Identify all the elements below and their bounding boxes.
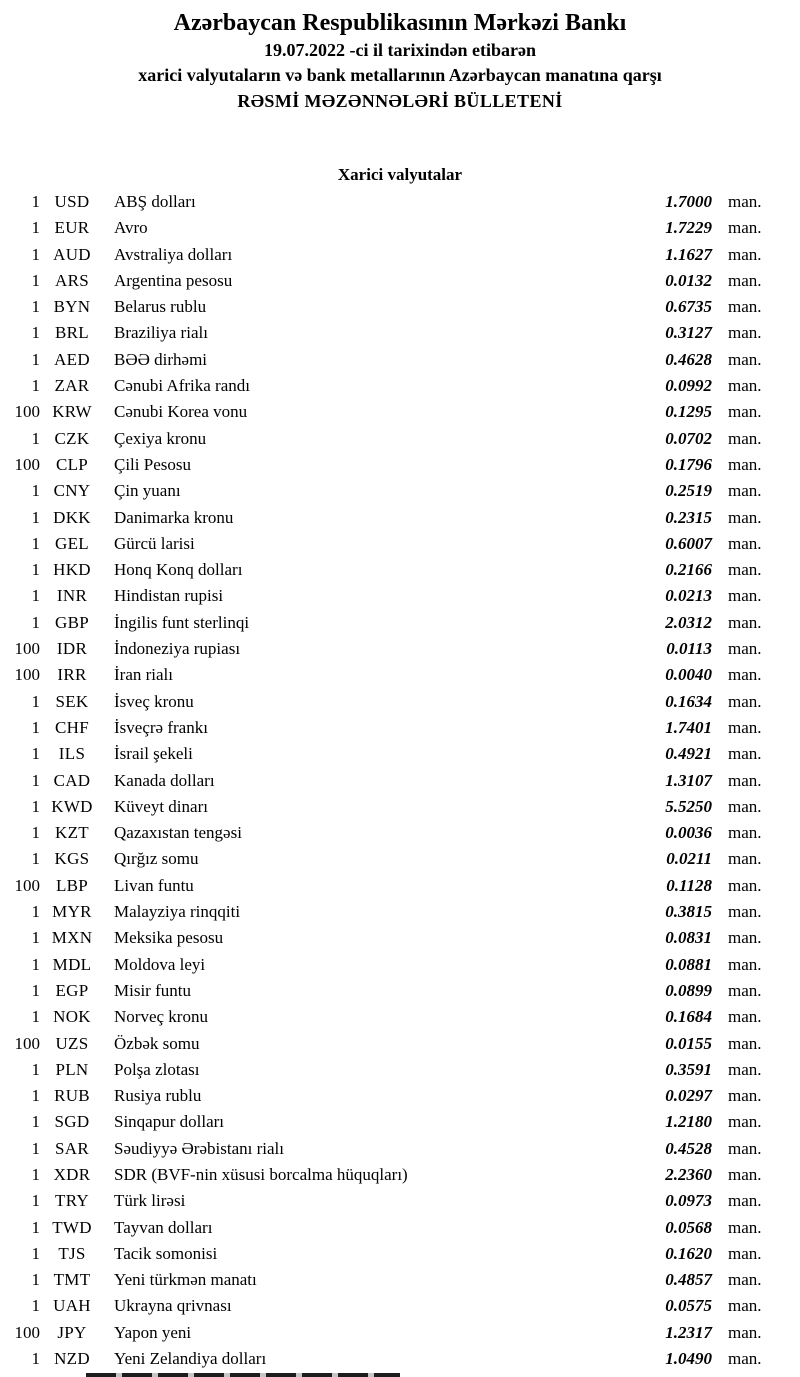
currency-name: Hindistan rupisi (114, 586, 224, 606)
rate-row (0, 715, 800, 741)
rate-row (0, 1215, 800, 1241)
currency-code: IRR (57, 665, 87, 685)
rate-row (0, 794, 800, 820)
currency-name: Özbək somu (114, 1033, 200, 1053)
currency-name: İngilis funt sterlinqi (114, 612, 250, 632)
unit-label: man. (728, 1322, 762, 1342)
unit-label: man. (728, 1086, 762, 1106)
rate-row (0, 1083, 800, 1109)
rate-row (0, 1004, 800, 1030)
currency-name: Avro (114, 218, 148, 238)
rate-row (0, 242, 800, 268)
unit-label: man. (728, 533, 762, 553)
rate-value: 0.2519 (665, 481, 712, 501)
rate-row (0, 189, 800, 215)
currency-code: KGS (54, 849, 90, 869)
rate-row (0, 215, 800, 241)
currency-name: Livan funtu (114, 875, 194, 895)
unit-label: man. (728, 612, 762, 632)
currency-name: Cənubi Korea vonu (114, 402, 248, 422)
rate-value: 1.7229 (665, 218, 712, 238)
currency-quantity: 1 (31, 507, 40, 527)
currency-code: BYN (53, 297, 91, 317)
currency-code: SEK (55, 691, 89, 711)
rate-value: 0.0113 (666, 639, 712, 659)
currency-quantity: 100 (14, 454, 40, 474)
currency-name: Polşa zlotası (114, 1059, 200, 1079)
currency-code: KWD (51, 796, 93, 816)
currency-quantity: 1 (31, 1349, 40, 1369)
currency-code: CHF (55, 717, 89, 737)
rate-value: 0.4921 (665, 744, 712, 764)
unit-label: man. (728, 639, 762, 659)
rate-value: 0.0132 (665, 270, 712, 290)
unit-label: man. (728, 218, 762, 238)
unit-label: man. (728, 1138, 762, 1158)
currency-name: Meksika pesosu (114, 928, 224, 948)
currency-quantity: 1 (31, 533, 40, 553)
unit-label: man. (728, 560, 762, 580)
rate-value: 0.0702 (665, 428, 712, 448)
currency-name: İran rialı (114, 665, 173, 685)
rate-value: 0.0155 (665, 1033, 712, 1053)
rate-value: 0.0211 (666, 849, 712, 869)
rate-value: 0.0297 (665, 1086, 712, 1106)
rate-value: 0.2166 (665, 560, 712, 580)
rate-value: 2.0312 (665, 612, 712, 632)
rate-value: 0.2315 (665, 507, 712, 527)
rate-value: 0.0831 (665, 928, 712, 948)
rate-value: 0.0992 (665, 376, 712, 396)
currency-name: Honq Konq dolları (114, 560, 243, 580)
currency-quantity: 1 (31, 560, 40, 580)
unit-label: man. (728, 1217, 762, 1237)
rate-value: 0.1796 (665, 454, 712, 474)
currency-code: IDR (56, 639, 88, 659)
currency-quantity: 1 (31, 218, 40, 238)
rate-row (0, 583, 800, 609)
rate-row (0, 1241, 800, 1267)
rate-value: 1.3107 (665, 770, 712, 790)
rate-row (0, 505, 800, 531)
currency-name: Tayvan dolları (114, 1217, 213, 1237)
currency-name: Səudiyyə Ərəbistanı rialı (114, 1138, 284, 1158)
currency-quantity: 1 (31, 1217, 40, 1237)
rate-value: 0.1620 (665, 1243, 712, 1263)
currency-name: Moldova leyi (114, 954, 206, 974)
rate-value: 0.0213 (665, 586, 712, 606)
currency-code: NZD (54, 1349, 90, 1369)
rate-value: 0.3591 (665, 1059, 712, 1079)
unit-label: man. (728, 1270, 762, 1290)
currency-name: İsveç kronu (114, 691, 194, 711)
rate-value: 1.7000 (665, 192, 712, 211)
currency-code: SGD (54, 1112, 90, 1132)
rate-row (0, 268, 800, 294)
unit-label: man. (728, 1112, 762, 1132)
rate-row (0, 478, 800, 504)
currency-name: İndoneziya rupiası (114, 639, 241, 659)
rate-value: 0.1128 (666, 875, 712, 895)
currency-quantity: 1 (31, 481, 40, 501)
unit-label: man. (728, 244, 762, 264)
unit-label: man. (728, 270, 762, 290)
currency-code: EGP (55, 980, 89, 1000)
currency-code: ILS (58, 744, 86, 764)
currency-code: LBP (55, 875, 89, 895)
rate-value: 0.0973 (665, 1191, 712, 1211)
rate-value: 1.7401 (665, 717, 712, 737)
unit-label: man. (728, 1243, 762, 1263)
unit-label: man. (728, 770, 762, 790)
currency-name: Türk lirəsi (114, 1191, 186, 1211)
scope-line: xarici valyutaların və bank metallarının Azərbaycan manatına qarşı (138, 65, 662, 85)
rate-value: 0.4628 (665, 349, 712, 369)
unit-label: man. (728, 1349, 762, 1369)
rate-value: 0.3127 (665, 323, 712, 343)
unit-label: man. (728, 297, 762, 317)
rate-row (0, 1267, 800, 1293)
currency-name: Yapon yeni (114, 1322, 192, 1342)
rate-row (0, 846, 800, 872)
currency-code: TJS (58, 1243, 86, 1263)
currency-name: Qırğız somu (114, 849, 199, 869)
rate-value: 2.2360 (665, 1164, 712, 1184)
section-title-foreign-currencies: Xarici valyutalar (337, 165, 463, 184)
currency-code: KZT (55, 823, 89, 843)
rate-value: 0.0040 (665, 665, 712, 685)
rate-row (0, 925, 800, 951)
currency-quantity: 1 (31, 1007, 40, 1027)
rate-row (0, 1293, 800, 1319)
currency-name: Rusiya rublu (114, 1086, 202, 1106)
unit-label: man. (728, 928, 762, 948)
rate-row (0, 1136, 800, 1162)
rate-value: 0.3815 (665, 902, 712, 922)
currency-quantity: 1 (31, 1270, 40, 1290)
currency-code: KRW (52, 402, 92, 422)
currency-code: RUB (54, 1086, 90, 1106)
rate-row (0, 531, 800, 557)
rates-table (0, 189, 800, 1372)
rate-value: 0.4528 (665, 1138, 712, 1158)
unit-label: man. (728, 402, 762, 422)
currency-name: Gürcü larisi (114, 533, 195, 553)
currency-quantity: 1 (31, 717, 40, 737)
unit-label: man. (728, 428, 762, 448)
unit-label: man. (728, 1164, 762, 1184)
currency-code: XDR (53, 1164, 91, 1184)
currency-name: Sinqapur dolları (114, 1112, 225, 1132)
currency-code: SAR (55, 1138, 89, 1158)
unit-label: man. (728, 454, 762, 474)
unit-label: man. (728, 665, 762, 685)
rate-value: 1.2317 (665, 1322, 712, 1342)
bulletin-header (0, 0, 800, 115)
currency-code: MXN (51, 928, 93, 948)
rate-row (0, 741, 800, 767)
currency-name: Belarus rublu (114, 297, 207, 317)
currency-name: Tacik somonisi (114, 1243, 218, 1263)
rate-value: 0.0568 (665, 1217, 712, 1237)
currency-name: İsveçrə frankı (114, 717, 208, 737)
currency-quantity: 1 (31, 1164, 40, 1184)
currency-name: Çexiya kronu (114, 428, 207, 448)
rate-row (0, 1188, 800, 1214)
unit-label: man. (728, 192, 762, 211)
currency-code: ZAR (54, 376, 90, 396)
currency-code: JPY (57, 1322, 87, 1342)
currency-quantity: 1 (31, 902, 40, 922)
currency-quantity: 1 (31, 1191, 40, 1211)
rate-row (0, 557, 800, 583)
currency-quantity: 1 (31, 586, 40, 606)
currency-name: Ukrayna qrivnası (114, 1296, 232, 1316)
unit-label: man. (728, 875, 762, 895)
currency-quantity: 1 (31, 1243, 40, 1263)
currency-name: Küveyt dinarı (114, 796, 208, 816)
currency-code: DKK (53, 507, 91, 527)
currency-quantity: 1 (31, 349, 40, 369)
currency-name: ABŞ dolları (114, 192, 196, 211)
rate-value: 0.6007 (665, 533, 712, 553)
unit-label: man. (728, 349, 762, 369)
bulletin-title-line: RƏSMİ MƏZƏNNƏLƏRİ BÜLLETENİ (237, 91, 563, 111)
unit-label: man. (728, 796, 762, 816)
currency-code: CNY (53, 481, 91, 501)
rate-row (0, 1031, 800, 1057)
currency-code: MDL (52, 954, 92, 974)
unit-label: man. (728, 1007, 762, 1027)
currency-code: BRL (55, 323, 89, 343)
currency-quantity: 1 (31, 928, 40, 948)
effective-date-line: 19.07.2022 -ci il tarixindən etibarən (264, 40, 536, 60)
unit-label: man. (728, 823, 762, 843)
rate-value: 5.5250 (665, 796, 712, 816)
rate-row (0, 1057, 800, 1083)
currency-quantity: 1 (31, 376, 40, 396)
currency-quantity: 1 (31, 770, 40, 790)
rate-row (0, 820, 800, 846)
rate-value: 0.0575 (665, 1296, 712, 1316)
rate-row (0, 768, 800, 794)
currency-code: INR (56, 586, 88, 606)
currency-quantity: 1 (31, 1112, 40, 1132)
currency-name: Yeni türkmən manatı (114, 1270, 257, 1290)
bank-name-title: Azərbaycan Respublikasının Mərkəzi Bankı (173, 10, 627, 36)
unit-label: man. (728, 954, 762, 974)
unit-label: man. (728, 1191, 762, 1211)
currency-quantity: 100 (14, 1322, 40, 1342)
rate-value: 0.6735 (665, 297, 712, 317)
currency-code: TRY (55, 1191, 89, 1211)
currency-code: UZS (55, 1033, 89, 1053)
rate-row (0, 373, 800, 399)
rate-row (0, 452, 800, 478)
rate-row (0, 347, 800, 373)
currency-quantity: 1 (31, 244, 40, 264)
currency-name: Kanada dolları (114, 770, 215, 790)
currency-code: ARS (55, 270, 89, 290)
currency-code: UAH (53, 1296, 91, 1316)
unit-label: man. (728, 849, 762, 869)
currency-name: SDR (BVF-nin xüsusi borcalma hüquqları) (114, 1164, 408, 1184)
unit-label: man. (728, 902, 762, 922)
currency-code: CZK (54, 428, 90, 448)
rate-value: 0.0881 (665, 954, 712, 974)
rate-row (0, 426, 800, 452)
rate-row (0, 294, 800, 320)
rate-row (0, 610, 800, 636)
currency-code: NOK (53, 1007, 91, 1027)
rate-row (0, 873, 800, 899)
unit-label: man. (728, 323, 762, 343)
currency-code: MYR (52, 902, 92, 922)
currency-code: USD (54, 192, 90, 211)
currency-code: GBP (55, 612, 89, 632)
rate-value: 0.0899 (665, 980, 712, 1000)
currency-quantity: 1 (31, 297, 40, 317)
currency-code: AUD (53, 244, 91, 264)
currency-code: HKD (53, 560, 91, 580)
currency-quantity: 1 (31, 823, 40, 843)
currency-code: AED (54, 349, 90, 369)
unit-label: man. (728, 980, 762, 1000)
rate-row (0, 399, 800, 425)
currency-quantity: 100 (14, 402, 40, 422)
unit-label: man. (728, 717, 762, 737)
rate-row (0, 662, 800, 688)
currency-quantity: 1 (31, 691, 40, 711)
rate-row (0, 1346, 800, 1372)
currency-quantity: 1 (31, 270, 40, 290)
currency-code: TWD (52, 1217, 92, 1237)
currency-quantity: 1 (31, 1059, 40, 1079)
currency-name: Çin yuanı (114, 481, 181, 501)
currency-quantity: 1 (31, 954, 40, 974)
unit-label: man. (728, 481, 762, 501)
unit-label: man. (728, 1059, 762, 1079)
currency-quantity: 1 (31, 796, 40, 816)
rate-row (0, 636, 800, 662)
rate-row (0, 952, 800, 978)
unit-label: man. (728, 1296, 762, 1316)
currency-quantity: 1 (31, 1086, 40, 1106)
currency-quantity: 100 (14, 875, 40, 895)
currency-quantity: 100 (14, 665, 40, 685)
rate-row (0, 1320, 800, 1346)
currency-name: Malayziya rinqqiti (114, 902, 241, 922)
rate-value: 0.1684 (665, 1007, 712, 1027)
currency-name: Argentina pesosu (114, 270, 233, 290)
rate-value: 1.0490 (665, 1349, 712, 1369)
currency-code: GEL (55, 533, 89, 553)
currency-quantity: 1 (31, 744, 40, 764)
cutoff-next-row-edge (86, 1373, 400, 1377)
currency-name: İsrail şekeli (114, 744, 193, 764)
currency-quantity: 1 (31, 428, 40, 448)
currency-quantity: 1 (31, 980, 40, 1000)
rate-row (0, 978, 800, 1004)
rate-row (0, 689, 800, 715)
rate-value: 1.2180 (665, 1112, 712, 1132)
currency-quantity: 100 (14, 1033, 40, 1053)
currency-quantity: 1 (31, 849, 40, 869)
rate-value: 0.4857 (665, 1270, 712, 1290)
rate-value: 0.0036 (665, 823, 712, 843)
currency-quantity: 1 (31, 192, 40, 211)
currency-name: Cənubi Afrika randı (114, 376, 250, 396)
currency-name: Avstraliya dolları (114, 244, 233, 264)
currency-quantity: 100 (14, 639, 40, 659)
currency-name: Misir funtu (114, 980, 191, 1000)
currency-name: BƏƏ dirhəmi (114, 349, 208, 369)
rate-row (0, 1162, 800, 1188)
currency-name: Braziliya rialı (114, 323, 208, 343)
currency-code: TMT (53, 1270, 91, 1290)
currency-quantity: 1 (31, 612, 40, 632)
rate-row (0, 899, 800, 925)
currency-name: Norveç kronu (114, 1007, 208, 1027)
unit-label: man. (728, 744, 762, 764)
currency-code: CAD (53, 770, 91, 790)
unit-label: man. (728, 1033, 762, 1053)
unit-label: man. (728, 507, 762, 527)
currency-name: Çili Pesosu (114, 454, 191, 474)
currency-code: EUR (54, 218, 90, 238)
rate-row (0, 320, 800, 346)
currency-code: PLN (55, 1059, 89, 1079)
currency-code: CLP (55, 454, 89, 474)
currency-name: Danimarka kronu (114, 507, 234, 527)
currency-quantity: 1 (31, 1296, 40, 1316)
currency-quantity: 1 (31, 323, 40, 343)
rate-value: 0.1634 (665, 691, 712, 711)
unit-label: man. (728, 586, 762, 606)
rate-value: 0.1295 (665, 402, 712, 422)
rate-row (0, 1109, 800, 1135)
rate-value: 1.1627 (665, 244, 712, 264)
currency-name: Qazaxıstan tengəsi (114, 823, 242, 843)
currency-name: Yeni Zelandiya dolları (114, 1349, 267, 1369)
unit-label: man. (728, 376, 762, 396)
unit-label: man. (728, 691, 762, 711)
currency-quantity: 1 (31, 1138, 40, 1158)
